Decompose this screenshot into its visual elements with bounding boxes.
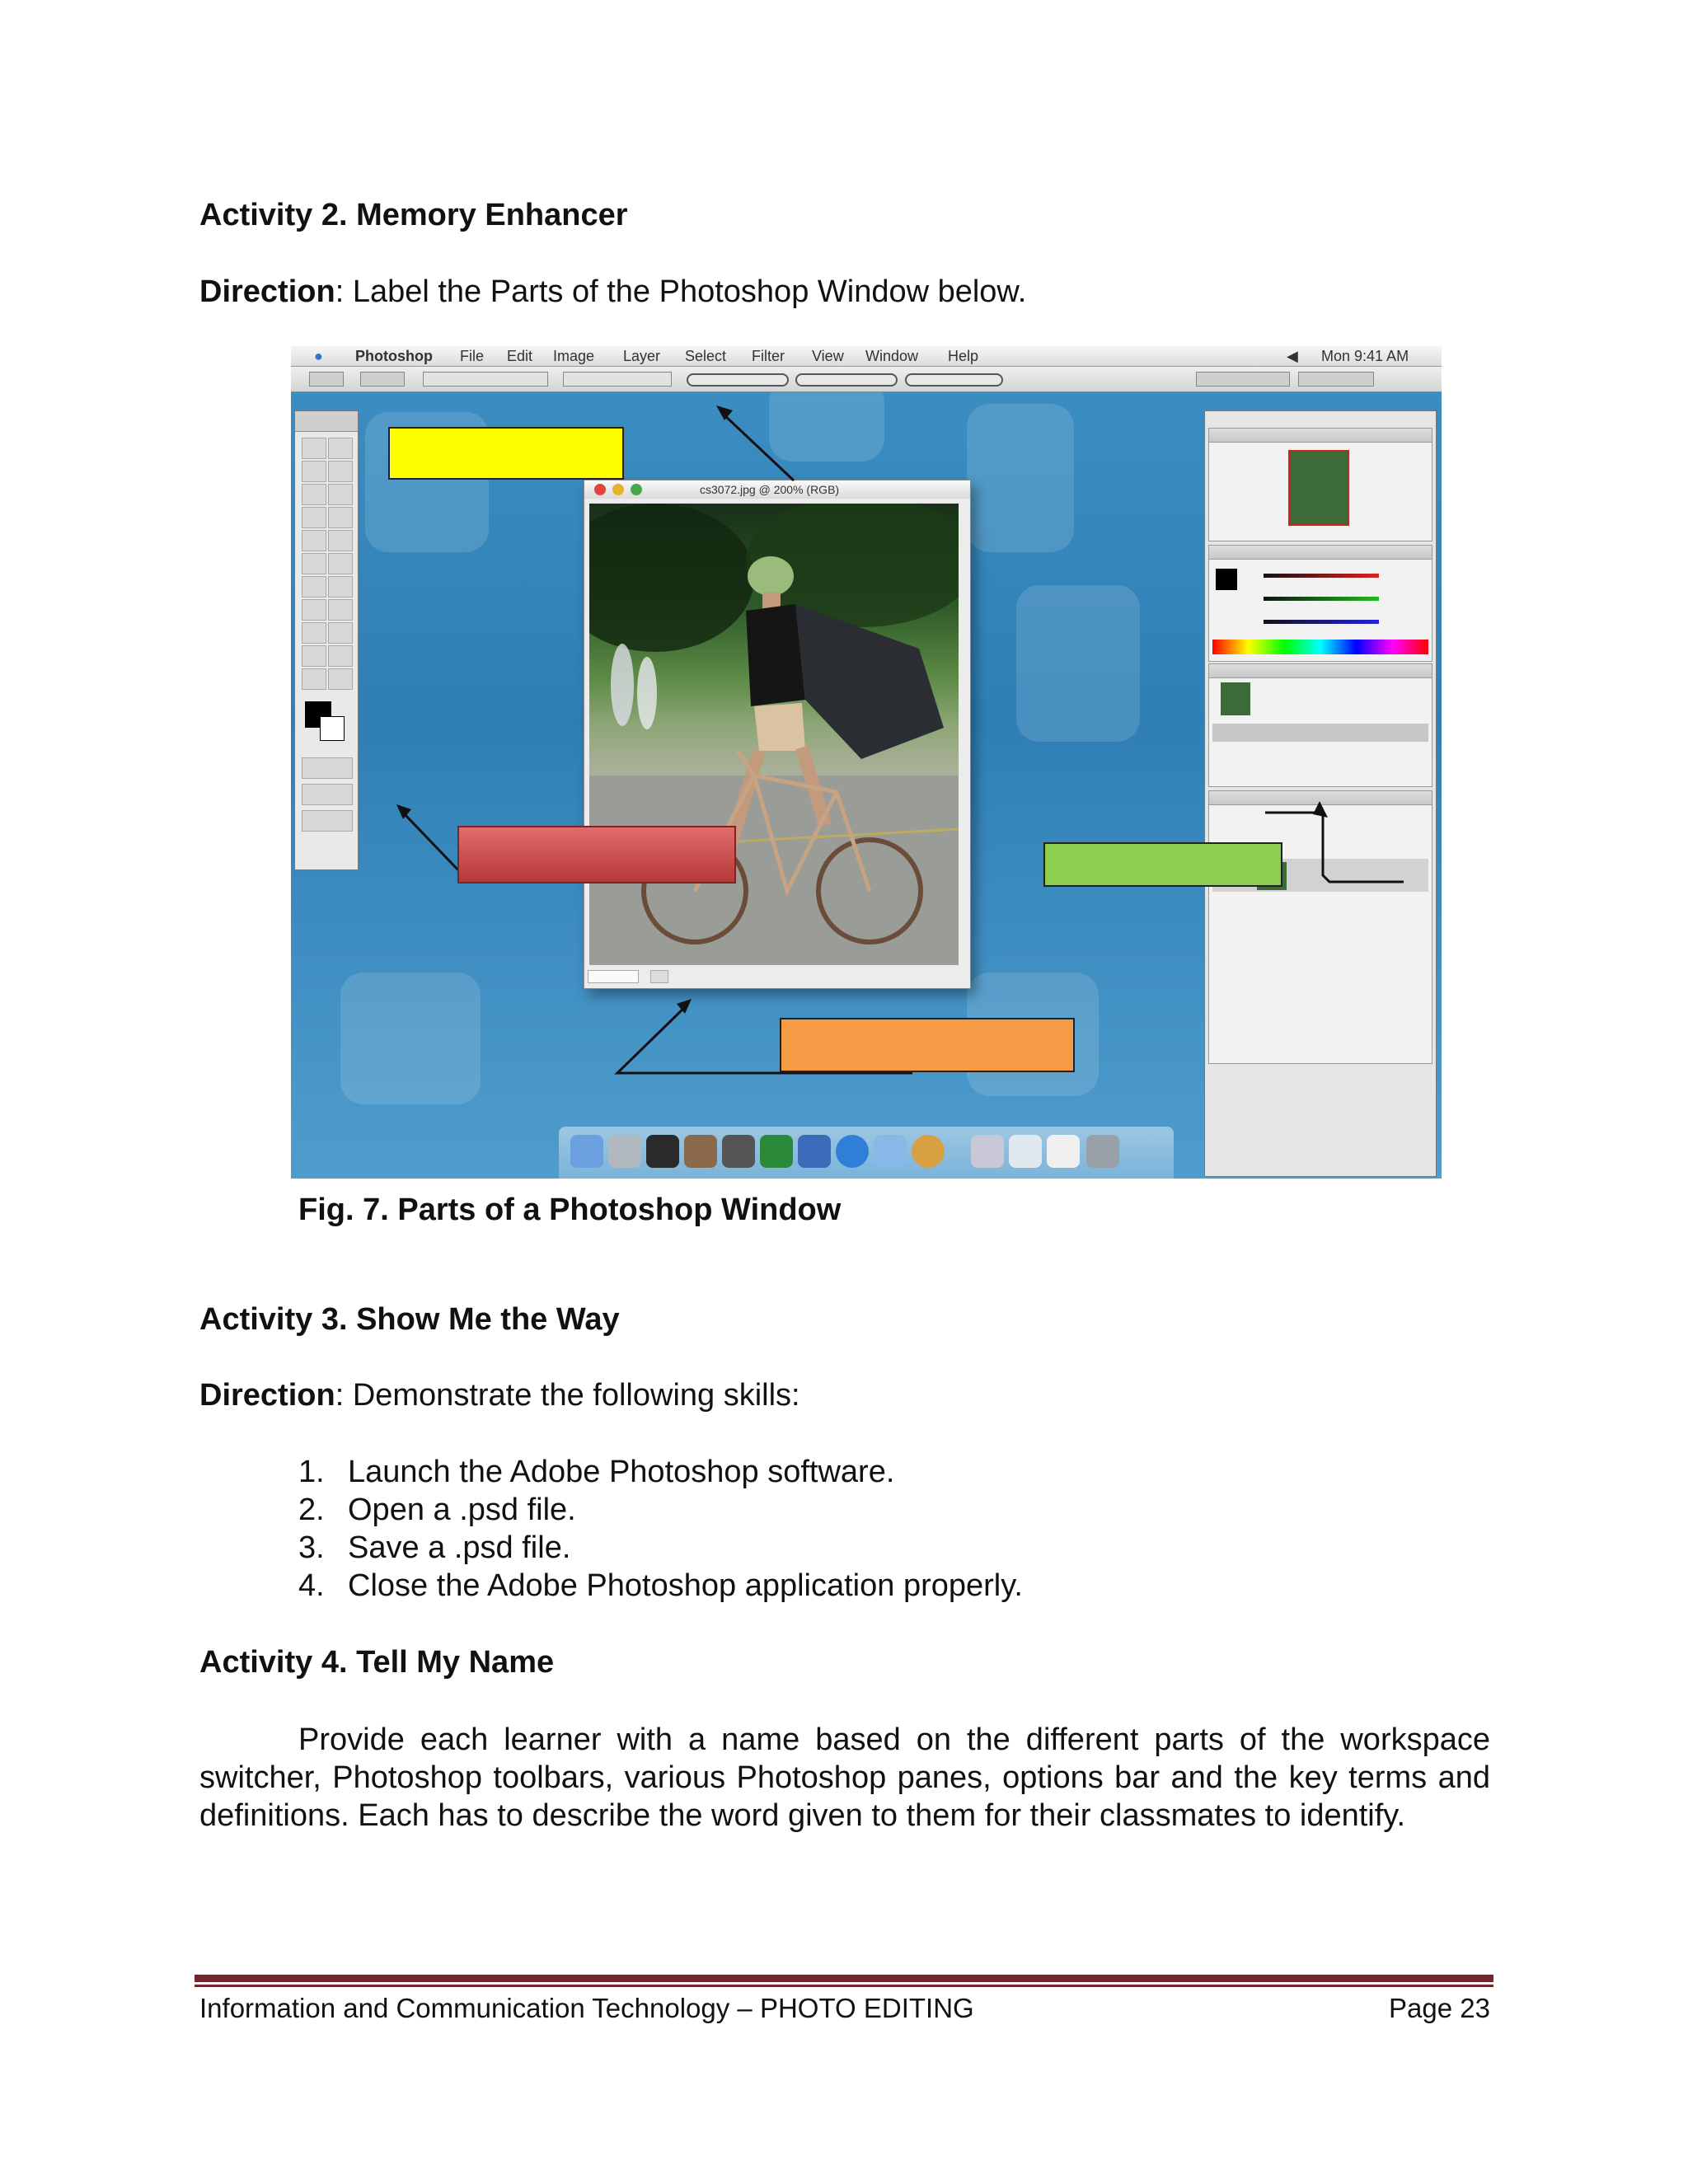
activity3-title: Activity 3. Show Me the Way	[199, 1302, 620, 1337]
label-box-yellow	[388, 427, 624, 480]
menu-select: Select	[685, 348, 727, 364]
figure-caption: Fig. 7. Parts of a Photoshop Window	[298, 1193, 842, 1227]
menu-image: Image	[553, 348, 595, 364]
step-list	[298, 1455, 1023, 1606]
menu-filter: Filter	[752, 348, 785, 364]
direction-label: Direction	[199, 1378, 335, 1413]
menu-file: File	[460, 348, 485, 364]
list-item: 3. Save a .psd file.	[298, 1530, 571, 1565]
menu-edit: Edit	[507, 348, 533, 364]
footer-rule-thin	[195, 1985, 1493, 1987]
footer-rule	[195, 1975, 1493, 1982]
menu-layer: Layer	[623, 348, 661, 364]
list-item: 2. Open a .psd file.	[298, 1493, 576, 1527]
activity4-title: Activity 4. Tell My Name	[199, 1645, 555, 1680]
menu-help: Help	[948, 348, 979, 364]
direction-text: : Demonstrate the following skills:	[335, 1378, 800, 1413]
direction-label: Direction	[199, 274, 335, 309]
activity2-direction	[199, 274, 1026, 310]
page-number: Page 23	[1389, 1993, 1490, 2023]
label-box-red	[457, 826, 736, 883]
menu-clock: Mon 9:41 AM	[1321, 348, 1409, 364]
list-item: 4. Close the Adobe Photoshop application properly.	[298, 1568, 1023, 1603]
speaker-icon: ◀	[1287, 348, 1298, 364]
menu-window: Window	[865, 348, 919, 364]
activity2-title: Activity 2. Memory Enhancer	[199, 198, 628, 232]
photoshop-window-figure	[291, 346, 1442, 1179]
footer-left: Information and Communication Technology – PHOTO EDITING	[199, 1993, 974, 2023]
activity3-direction	[199, 1378, 800, 1413]
document-title: cs3072.jpg @ 200% (RGB)	[700, 483, 840, 496]
menu-view: View	[812, 348, 844, 364]
label-box-green	[1043, 842, 1282, 887]
list-item: 1. Launch the Adobe Photoshop software.	[298, 1455, 895, 1489]
apple-icon: ●	[314, 348, 323, 364]
activity4-paragraph: Provide each learner with a name based on the different parts of the workspace switcher, Photoshop toolbars, various Photoshop panes, options bar and the key terms and definitions. Each has to describe the word given to them for their classmates to identify.	[199, 1722, 1490, 1833]
label-box-orange	[780, 1018, 1075, 1072]
direction-text: : Label the Parts of the Photoshop Window below.	[335, 274, 1027, 309]
menu-app: Photoshop	[355, 348, 433, 364]
